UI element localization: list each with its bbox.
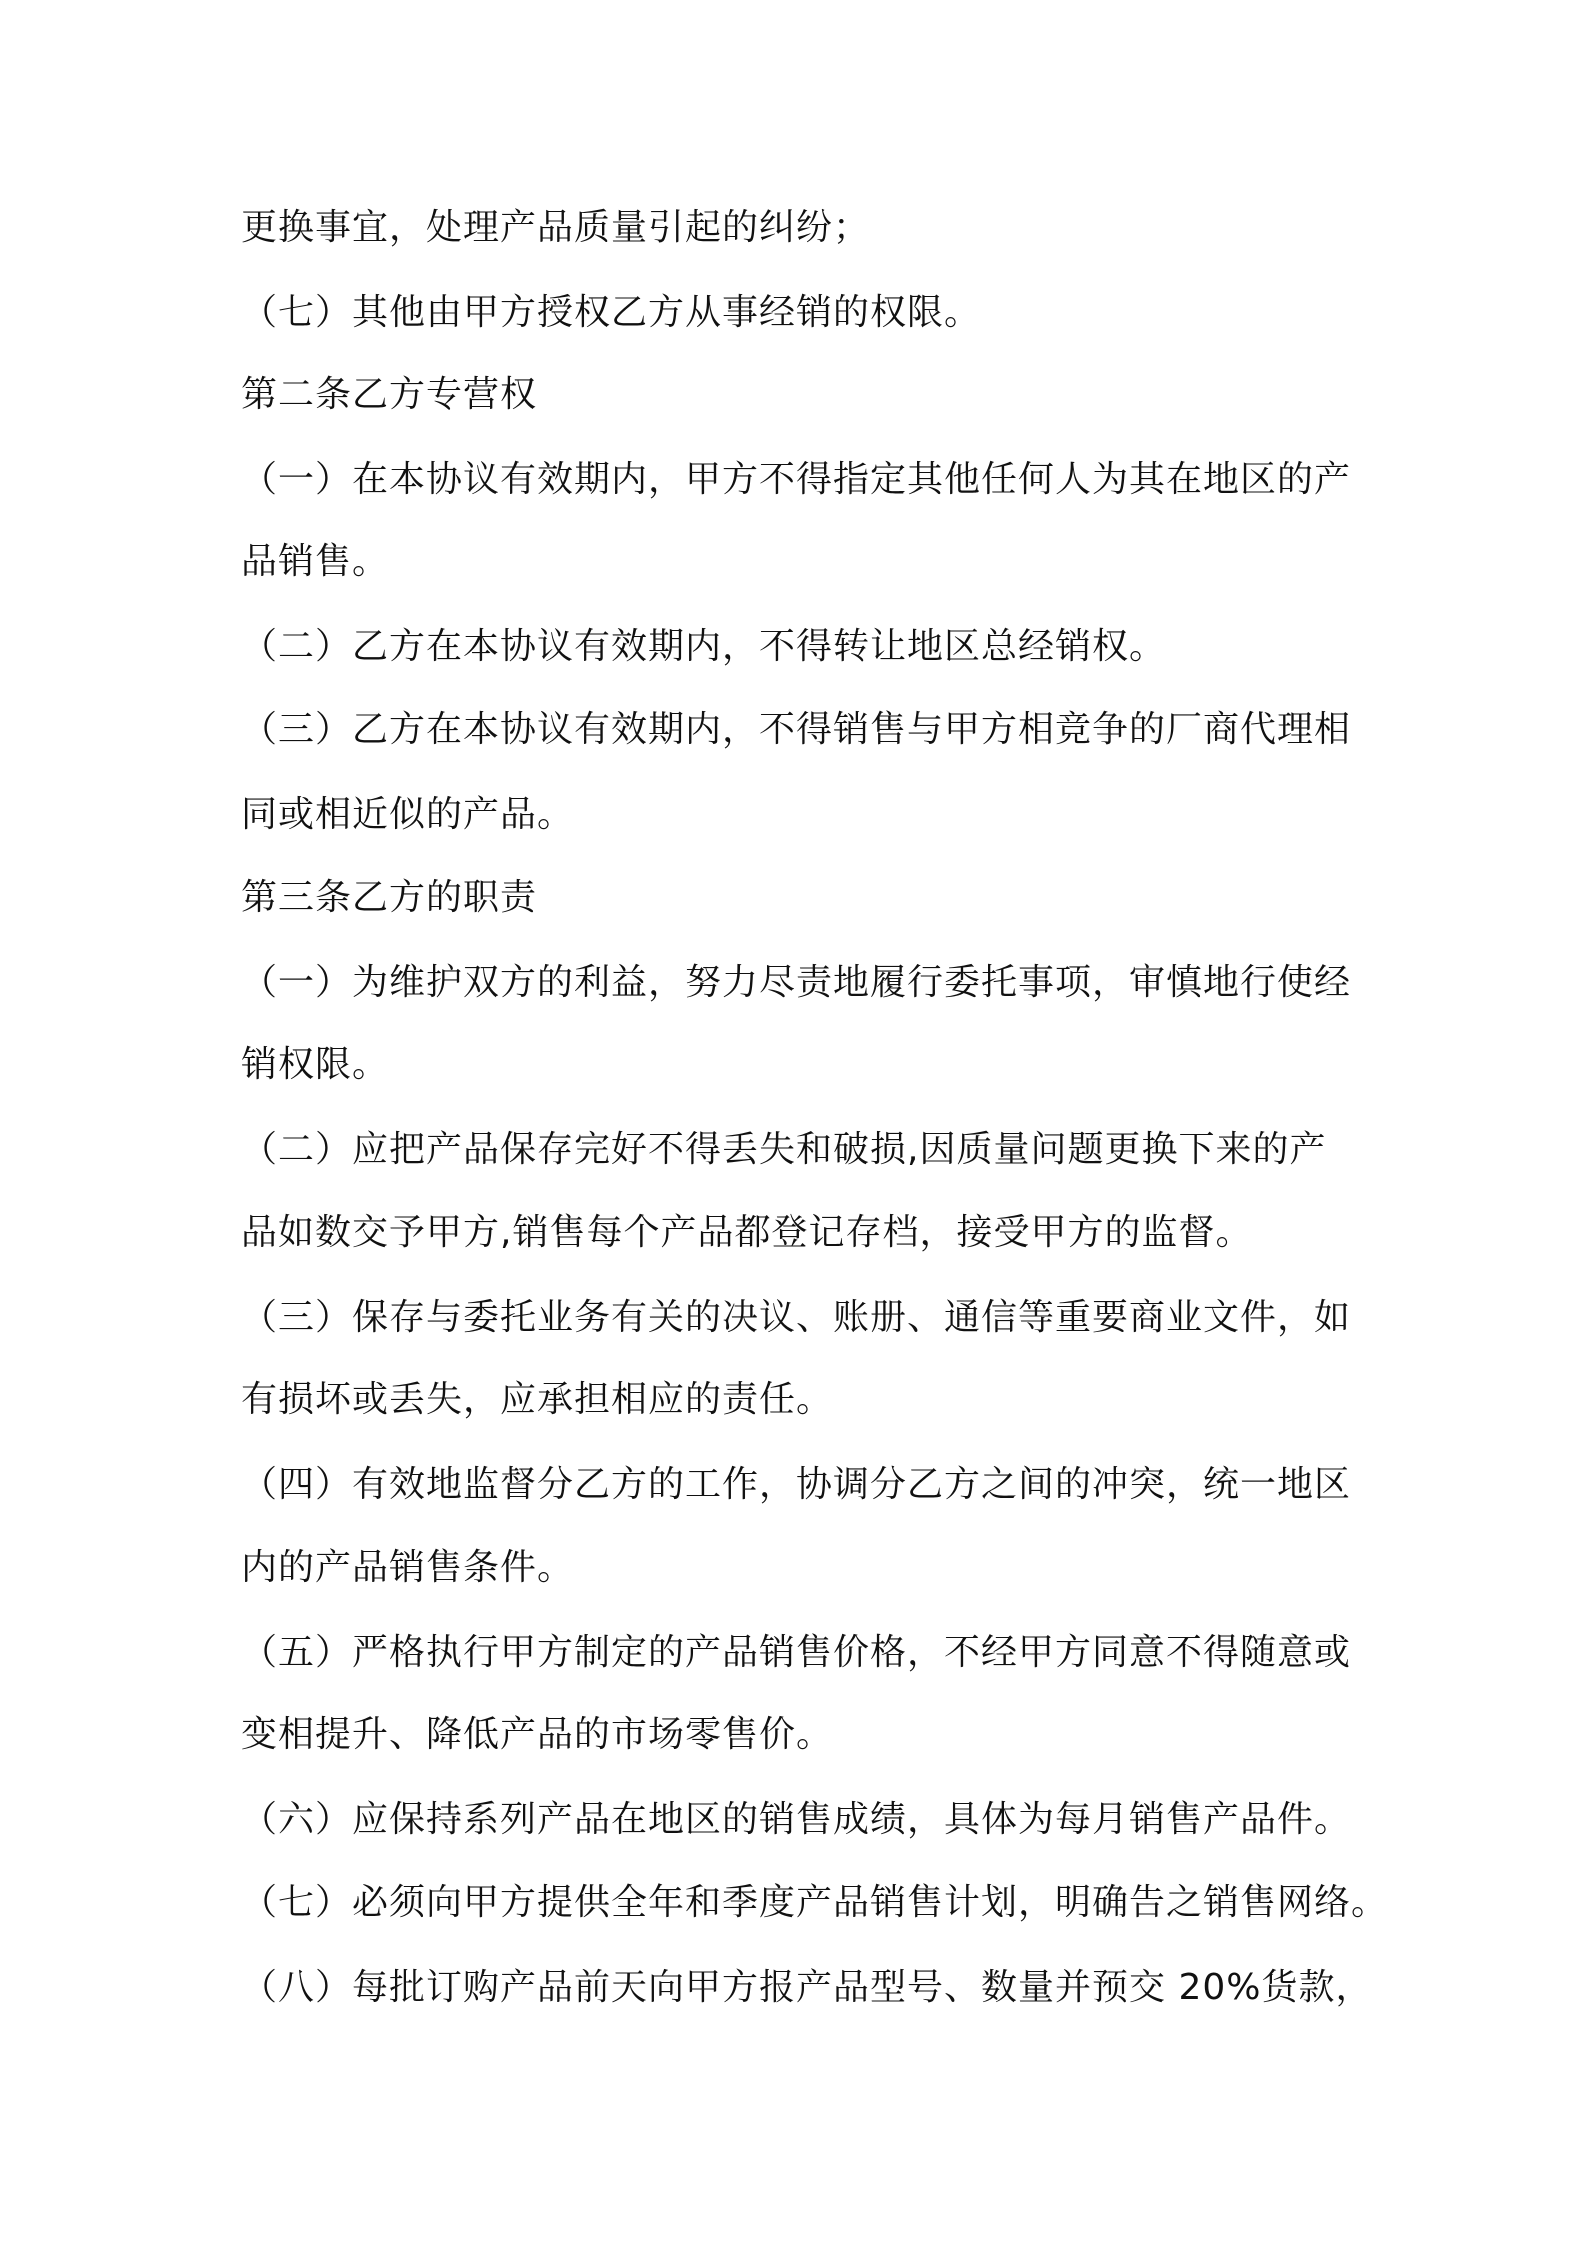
text-line-11: 销权限。 (241, 1044, 390, 1085)
text-line-2: （七）其他由甲方授权乙方从事经销的权限。 (241, 292, 982, 333)
text-line-13: 品如数交予甲方,销售每个产品都登记存档，接受甲方的监督。 (241, 1212, 1253, 1253)
text-line-22: （八）每批订购产品前天向甲方报产品型号、数量并预交 20%货款， (241, 1967, 1373, 2008)
text-line-8: 同或相近似的产品。 (241, 794, 575, 835)
text-line-18: （五）严格执行甲方制定的产品销售价格，不经甲方同意不得随意或 (241, 1632, 1352, 1673)
text-line-17: 内的产品销售条件。 (241, 1547, 575, 1588)
section-heading-article-2: 第二条乙方专营权 (241, 374, 538, 415)
text-line-16: （四）有效地监督分乙方的工作，协调分乙方之间的冲突，统一地区 (241, 1464, 1352, 1505)
text-line-4: （一）在本协议有效期内，甲方不得指定其他任何人为其在地区的产 (241, 459, 1352, 500)
text-line-6: （二）乙方在本协议有效期内，不得转让地区总经销权。 (241, 626, 1167, 667)
section-heading-article-3: 第三条乙方的职责 (241, 877, 538, 918)
text-line-10: （一）为维护双方的利益，努力尽责地履行委托事项，审慎地行使经 (241, 962, 1352, 1003)
text-line-20: （六）应保持系列产品在地区的销售成绩，具体为每月销售产品件。 (241, 1799, 1352, 1840)
text-line-1: 更换事宜，处理产品质量引起的纠纷； (241, 207, 871, 248)
text-line-19: 变相提升、降低产品的市场零售价。 (241, 1714, 834, 1755)
text-line-12: （二）应把产品保存完好不得丢失和破损,因质量问题更换下来的产 (241, 1129, 1327, 1170)
text-line-15: 有损坏或丢失，应承担相应的责任。 (241, 1379, 834, 1420)
text-line-21: （七）必须向甲方提供全年和季度产品销售计划，明确告之销售网络。 (241, 1882, 1389, 1923)
text-line-5: 品销售。 (241, 541, 390, 582)
text-line-7: （三）乙方在本协议有效期内，不得销售与甲方相竞争的厂商代理相 (241, 709, 1352, 750)
text-line-14: （三）保存与委托业务有关的决议、账册、通信等重要商业文件，如 (241, 1297, 1352, 1338)
